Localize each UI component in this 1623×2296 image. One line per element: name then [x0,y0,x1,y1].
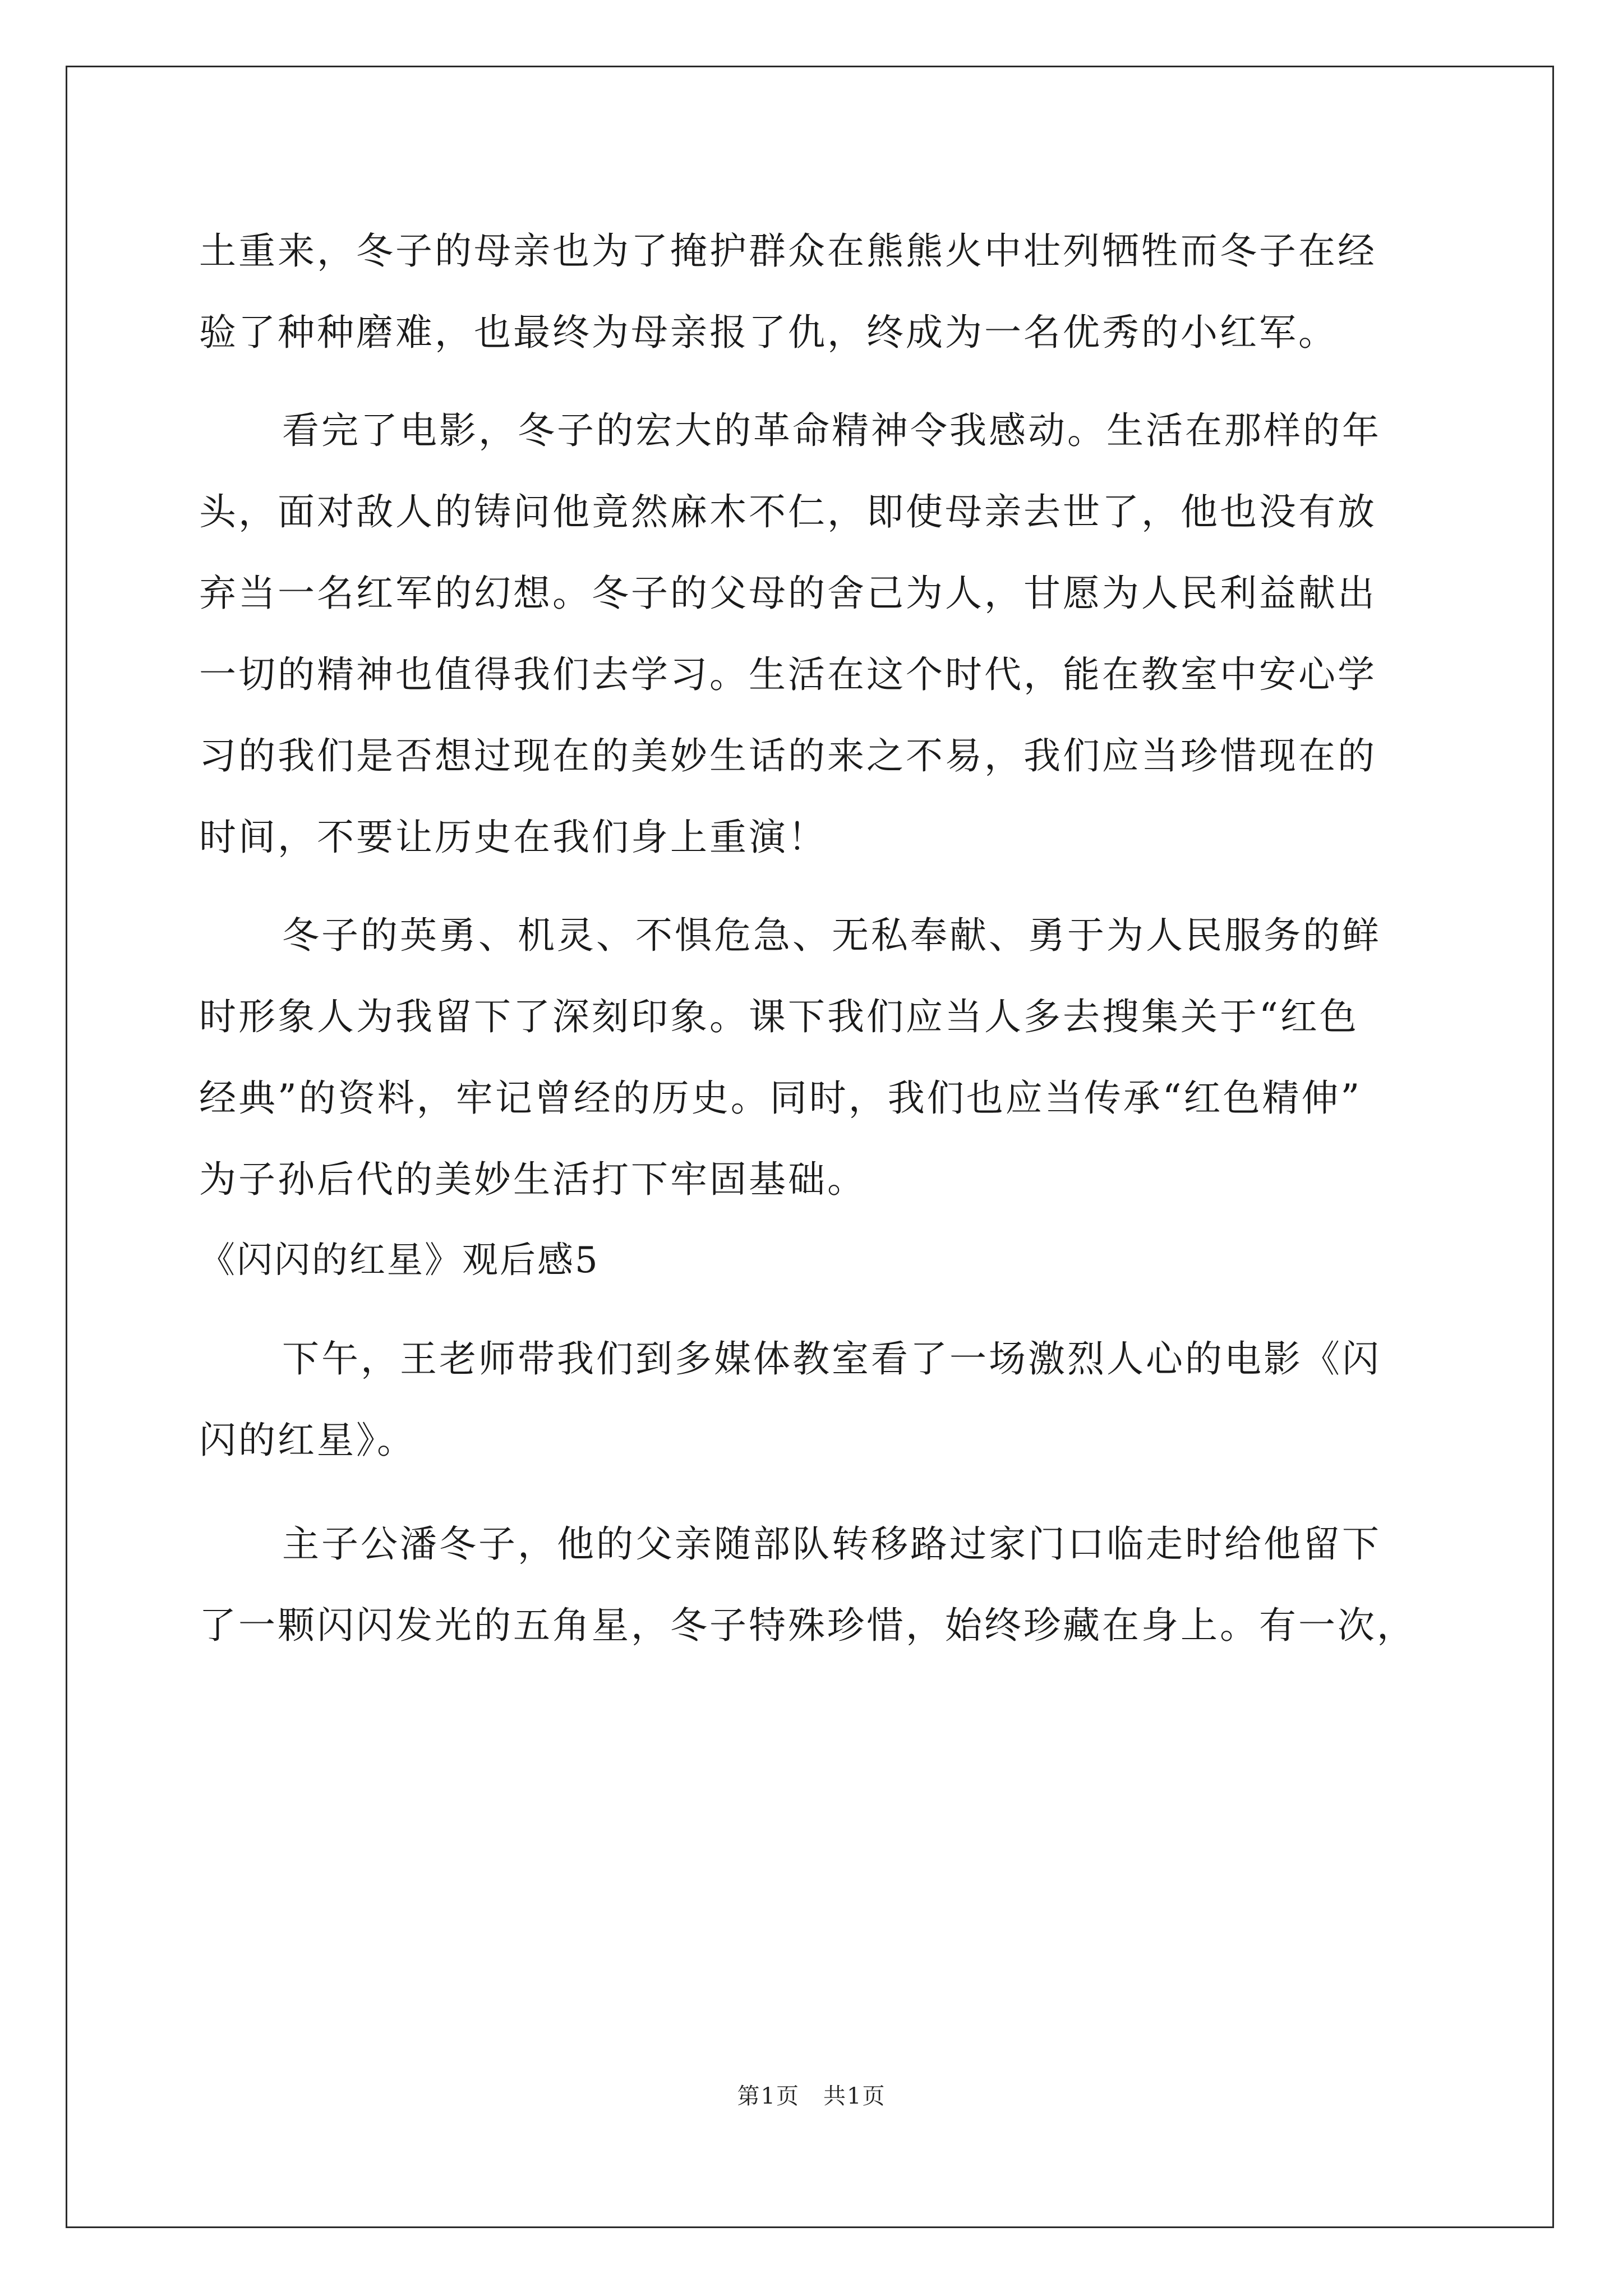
text-line: 闪的红星》。 [199,1419,416,1462]
page-number: 第1页 共1页 [737,2083,886,2109]
text-line: 主子公潘冬子，他的父亲随部队转移路过家门口临走时给他留下 [282,1522,1381,1566]
text-line: 头，面对敌人的铸问他竟然麻木不仁，即使母亲去世了，他也没有放 [199,490,1377,533]
text-line: 弃当一名红军的幻想。冬子的父母的舍己为人，甘愿为人民利益献出 [199,572,1377,615]
text-line: 看完了电影，冬子的宏大的革命精神令我感动。生活在那样的年 [282,409,1381,452]
text-line: 习的我们是否想过现在的美妙生话的来之不易，我们应当珍惜现在的 [199,734,1377,777]
text-line: 一切的精神也值得我们去学习。生活在这个时代，能在教室中安心学 [199,653,1377,696]
text-line: 时形象人为我留下了深刻印象。课下我们应当人多去搜集关于“红色 [199,995,1359,1038]
text-line: 冬子的英勇、机灵、不惧危急、无私奉献、勇于为人民服务的鲜 [282,914,1381,957]
text-line: 验了种种磨难，也最终为母亲报了仇，终成为一名优秀的小红军。 [199,311,1338,354]
document-body [199,210,1433,1666]
text-line: 经典”的资料，牢记曾经的历史。同时，我们也应当传承“红色精伸” [199,1076,1362,1120]
text-line: 土重来，冬子的母亲也为了掩护群众在熊熊火中壮列牺牲而冬子在经 [199,229,1377,273]
text-line: 下午，王老师带我们到多媒体教室看了一场激烈人心的电影《闪 [282,1337,1381,1381]
text-line: 时间，不要让历史在我们身上重演！ [199,816,827,859]
text-line: 为子孙后代的美妙生活打下牢固基础。 [199,1158,866,1201]
section-title: 《闪闪的红星》观后感5 [199,1240,600,1281]
text-line: 了一颗闪闪发光的五角星，冬子特殊珍惜，始终珍藏在身上。有一次， [199,1604,1416,1647]
